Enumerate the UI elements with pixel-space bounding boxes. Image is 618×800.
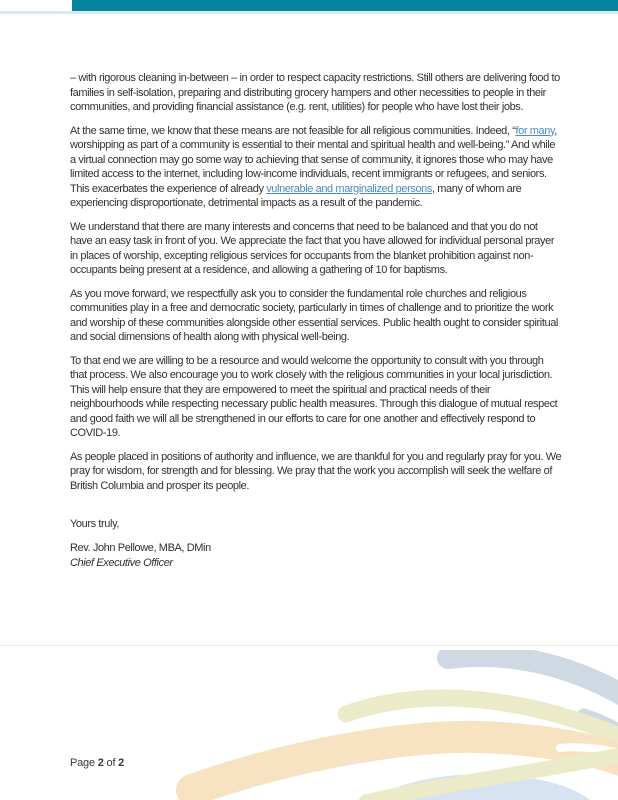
paragraph-5: To that end we are willing to be a resource and would welcome the opportunity to consult with you through that process. We also encourage you to work closely with the religious communities in your local jurisdiction. This will help ensure that they are empowered to meet the spiritual and practical needs of their neighbourhoods while respecting necessary public health measures. Through this dialogue of mutual respect and good faith we will all be strengthened in our efforts to care for one another and effectively respond to COVID-19.: [70, 354, 558, 439]
paragraph-4: As you move forward, we respectfully ask you to consider the fundamental role churches and religious communities play in a free and democratic society, particularly in times of challenge and to prioritize the work and worship of these communities alongside other essential services. Public health ought to consider spiritual and social dimensions of health along with physical well-being.: [70, 287, 558, 343]
footer-swirl-art: [0, 650, 618, 800]
letter-body: [70, 71, 562, 570]
footer-divider: [0, 645, 618, 646]
header-accent-underline: [0, 11, 618, 14]
page-total: 2: [118, 757, 125, 769]
paragraph-1: – with rigorous cleaning in-between – in order to respect capacity restrictions. Still others are delivering food to families in self-isolation, preparing and distributing grocery hampers and other necessities to people in their communities, and providing financial assistance (e.g. rent, utilities) for people who have lost their jobs.: [70, 72, 560, 113]
swirl-arc-white-icon: [560, 747, 618, 762]
closing-salutation: Yours truly,: [70, 518, 120, 530]
paragraph-2-text: , many of whom are experiencing disproportionate, detrimental impacts as a result of the pandemic.: [70, 182, 522, 209]
of-word: of: [106, 757, 116, 769]
swirl-arc-blue-icon: [448, 656, 618, 710]
link-vulnerable-and-marginalized-persons[interactable]: vulnerable and marginalized persons: [266, 182, 432, 195]
page-word: Page: [70, 757, 95, 769]
paragraph-3: We understand that there are many interests and concerns that need to be balanced and that you do not have an easy task in front of you. We appreciate the fact that you have allowed for individual personal prayer in places of worship, excepting religious services for occupants from the blanket prohibition against non-occupants being present at a residence, and allowing a gathering of 10 for baptisms.: [70, 220, 555, 276]
page-number: [70, 757, 124, 769]
paragraph-2-text: , worshipping as part of a community is essential to their mental and spiritual health and well-being.” And while a virtual connection may go some way to achieving that sense of community, it ignores those who may have limited access to the internet, including low-income individuals, recent immigrants or refugees, and seniors. This exacerbates the experience of already: [70, 124, 557, 195]
swirl-arc-yellow-icon: [346, 698, 618, 748]
signature-name: Rev. John Pellowe, MBA, DMin: [70, 542, 211, 554]
page-current: 2: [97, 757, 104, 769]
paragraph-2-text: At the same time, we know that these means are not feasible for all religious communities. Indeed, “: [70, 124, 516, 137]
swirl-arc-blue-small-icon: [584, 716, 618, 750]
header-accent-bar: [72, 0, 618, 11]
link-for-many[interactable]: for many: [515, 124, 555, 137]
swirl-arc-peach-icon: [192, 737, 618, 790]
swirl-inner-blue-icon: [364, 774, 600, 800]
swirl-arc-yellow-lower-icon: [366, 750, 618, 800]
signature-title: Chief Executive Officer: [70, 556, 173, 569]
paragraph-2: [70, 124, 562, 211]
paragraph-6: As people placed in positions of authority and influence, we are thankful for you and regularly pray for you. We pray for wisdom, for strength and for blessing. We pray that the work you accomplish will seek the welfare of British Columbia and prosper its people.: [70, 450, 562, 492]
